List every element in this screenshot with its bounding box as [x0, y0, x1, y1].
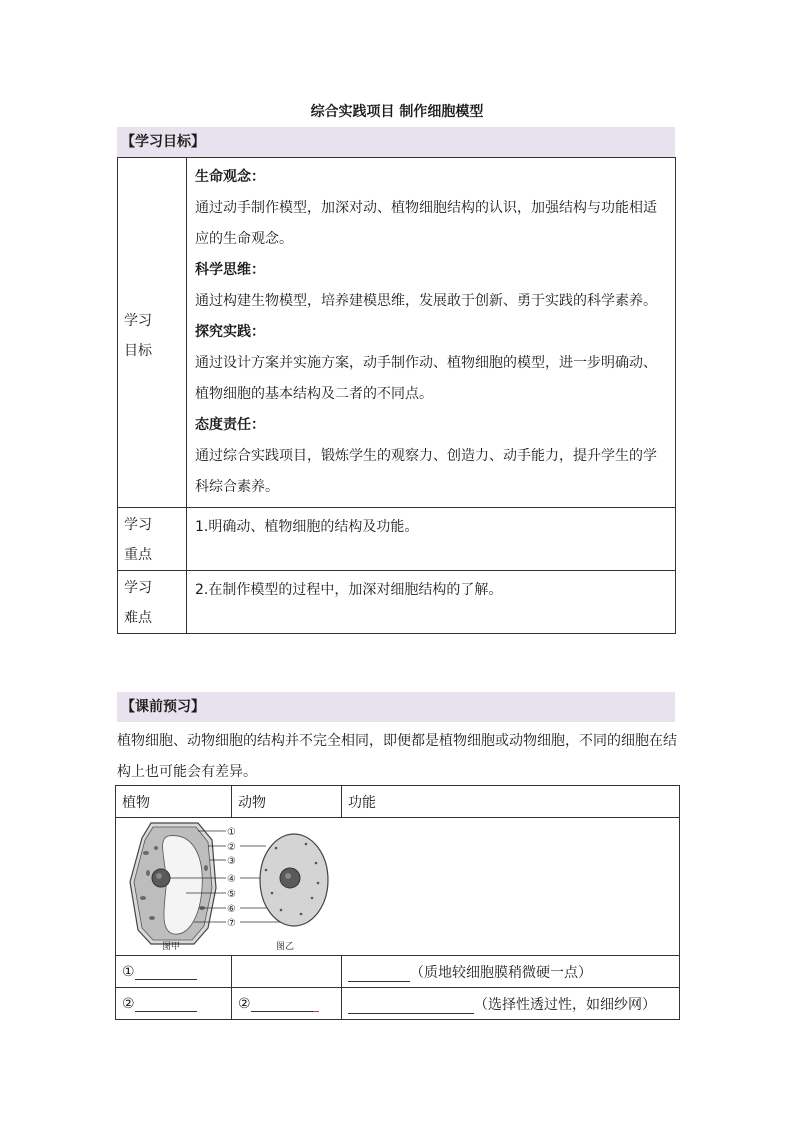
row-label: 学习 难点: [118, 571, 187, 634]
plant-answer-cell: ①: [116, 956, 232, 988]
difficulties-content: 2.在制作模型的过程中，加深对细胞结构的了解。: [187, 571, 676, 634]
block-head: 科学思维：: [195, 262, 265, 278]
answer-blank[interactable]: [251, 995, 313, 1012]
goals-section-heading: 【学习目标】: [117, 127, 675, 157]
header-animal: 动物: [232, 786, 342, 818]
function-answer-cell: （选择性透过性，如细纱网）: [342, 988, 680, 1020]
preview-intro: 植物细胞、动物细胞的结构并不完全相同，即便都是植物细胞或动物细胞，不同的细胞在结构上也可能会有差异。: [117, 733, 677, 780]
answer-blank[interactable]: [135, 995, 197, 1012]
number-labels: [227, 827, 236, 929]
block-text: 通过动手制作模型，加深对动、植物细胞结构的认识，加强结构与功能相适应的生命观念。: [195, 200, 657, 247]
answer-blank-mark: [313, 995, 319, 1012]
header-plant: 植物: [116, 786, 232, 818]
animal-answer-cell: [232, 956, 342, 988]
block-text: 通过设计方案并实施方案，动手制作动、植物细胞的模型，进一步明确动、植物细胞的基本结构及二者的不同点。: [195, 355, 657, 402]
cell-diagram-cell: [116, 818, 680, 956]
block-text: 通过综合实践项目，锻炼学生的观察力、创造力、动手能力，提升学生的学科综合素养。: [195, 448, 657, 495]
row-label: 学习 目标: [118, 158, 187, 508]
table-row: [116, 956, 680, 988]
preview-section-heading: 【课前预习】: [117, 692, 675, 722]
cell-compare-table: [115, 785, 680, 1020]
cell-diagram: [116, 818, 346, 951]
goals-row-difficulties: [118, 571, 676, 634]
block-head: 探究实践：: [195, 324, 265, 340]
goals-row-objectives: [118, 158, 676, 508]
answer-blank[interactable]: [135, 963, 197, 980]
answer-blank[interactable]: [348, 997, 474, 1014]
table-header-row: [116, 786, 680, 818]
objectives-content: [187, 158, 676, 508]
goals-row-key-points: [118, 508, 676, 571]
function-answer-cell: （质地较细胞膜稍微硬一点）: [342, 956, 680, 988]
svg-text:⑦: ⑦: [227, 918, 236, 929]
block-head: 生命观念：: [195, 169, 265, 185]
figure-row: [116, 818, 680, 956]
svg-text:⑤: ⑤: [227, 889, 236, 900]
svg-text:⑥: ⑥: [227, 904, 236, 915]
figure-label-plant: 图甲: [162, 942, 181, 951]
table-row: [116, 988, 680, 1020]
key-points-content: 1.明确动、植物细胞的结构及功能。: [187, 508, 676, 571]
svg-text:①: ①: [227, 827, 236, 838]
goals-table: [117, 157, 676, 634]
header-function: 功能: [342, 786, 680, 818]
plant-answer-cell: ②: [116, 988, 232, 1020]
svg-text:④: ④: [227, 874, 236, 885]
block-head: 态度责任：: [195, 417, 265, 433]
answer-blank[interactable]: [348, 965, 410, 982]
svg-text:③: ③: [227, 856, 236, 867]
svg-text:②: ②: [227, 842, 236, 853]
figure-label-animal: 图乙: [276, 942, 295, 951]
page-title: 综合实践项目 制作细胞模型: [310, 104, 484, 120]
animal-answer-cell: ②: [232, 988, 342, 1020]
row-label: 学习 重点: [118, 508, 187, 571]
block-text: 通过构建生物模型，培养建模思维，发展敢于创新、勇于实践的科学素养。: [195, 293, 657, 309]
